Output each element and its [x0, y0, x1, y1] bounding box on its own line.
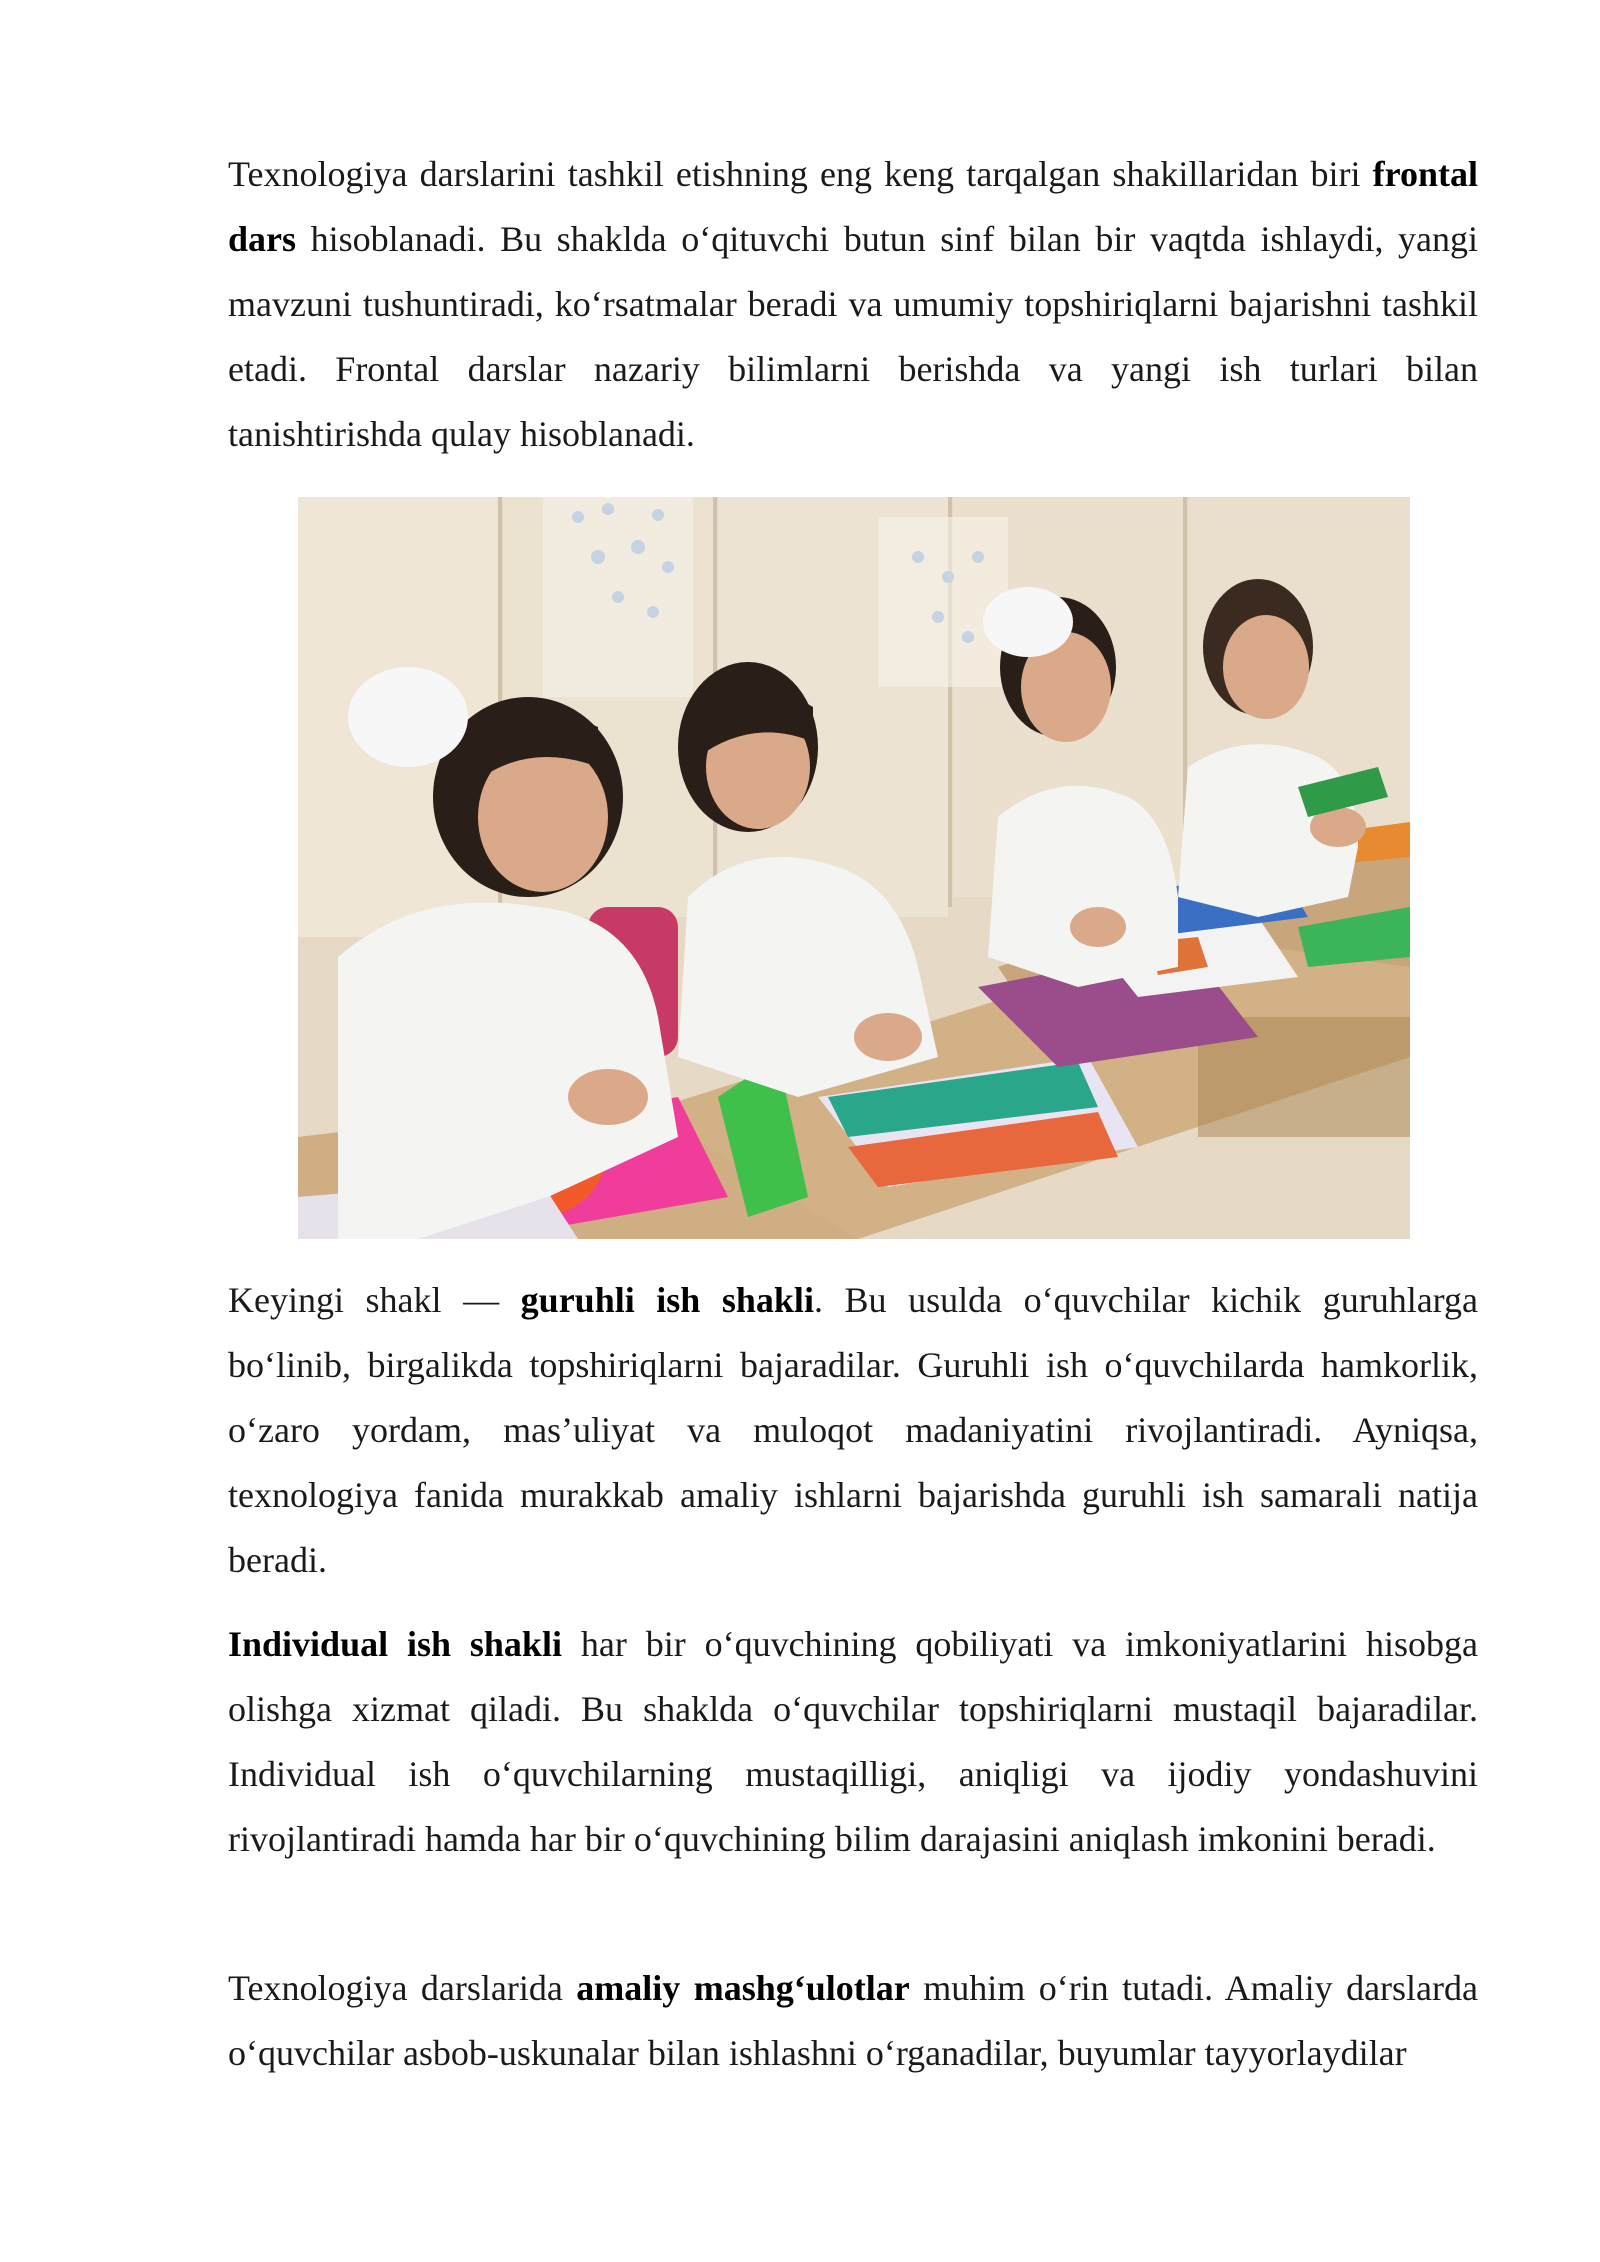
paragraph-amaliy-mashgulotlar [228, 1956, 1478, 2086]
text-run: Texnologiya darslarini tashkil etishning eng keng tarqalgan shakillaridan biri [228, 154, 1373, 194]
text-run: Texnologiya darslarida [228, 1968, 577, 2008]
text-run: . Bu usulda o‘quvchilar kichik guruhlarga bo‘linib, birgalikda topshiriqlarni bajaradilar. Guruhli ish o‘quvchilarda hamkorlik, o‘zaro yordam, mas’uliyat va muloqot madaniyatini rivojlantiradi. Ayniqsa, texnologiya fanida murakkab amaliy ishlarni bajarishda guruhli ish samarali natija beradi. [228, 1280, 1478, 1580]
paragraph-guruhli-ish [228, 1268, 1478, 1593]
text-run: Keyingi shakl — [228, 1280, 521, 1320]
bold-term: Individual ish shakli [228, 1624, 562, 1664]
text-run: muhim o‘rin tutadi. Amaliy darslarda o‘quvchilar asbob-uskunalar bilan ishlashni o‘rganadilar, buyumlar tayyorlaydilar [228, 1968, 1478, 2073]
bold-term: guruhli ish shakli [520, 1280, 814, 1320]
text-run: hisoblanadi. Bu shaklda o‘qituvchi butun sinf bilan bir vaqtda ishlaydi, yangi mavzuni tushuntiradi, ko‘rsatmalar beradi va umumiy topshiriqlarni bajarishni tashkil etadi. Frontal darslar nazariy bilimlarni berishda va yangi ish turlari bilan tanishtirishda qulay hisoblanadi. [228, 219, 1478, 454]
classroom-photo [298, 497, 1410, 1239]
bold-term: amaliy mashg‘ulotlar [576, 1968, 910, 2008]
paragraph-individual-ish [228, 1612, 1478, 1872]
paragraph-frontal-dars [228, 142, 1478, 467]
classroom-illustration [298, 497, 1410, 1239]
bold-term: frontal dars [228, 154, 1478, 259]
text-run: har bir o‘quvchining qobiliyati va imkoniyatlarini hisobga olishga xizmat qiladi. Bu shaklda o‘quvchilar topshiriqlarni mustaqil bajaradilar. Individual ish o‘quvchilarning mustaqilligi, aniqligi va ijodiy yondashuvini rivojlantiradi hamda har bir o‘quvchining bilim darajasini aniqlash imkonini beradi. [228, 1624, 1478, 1859]
